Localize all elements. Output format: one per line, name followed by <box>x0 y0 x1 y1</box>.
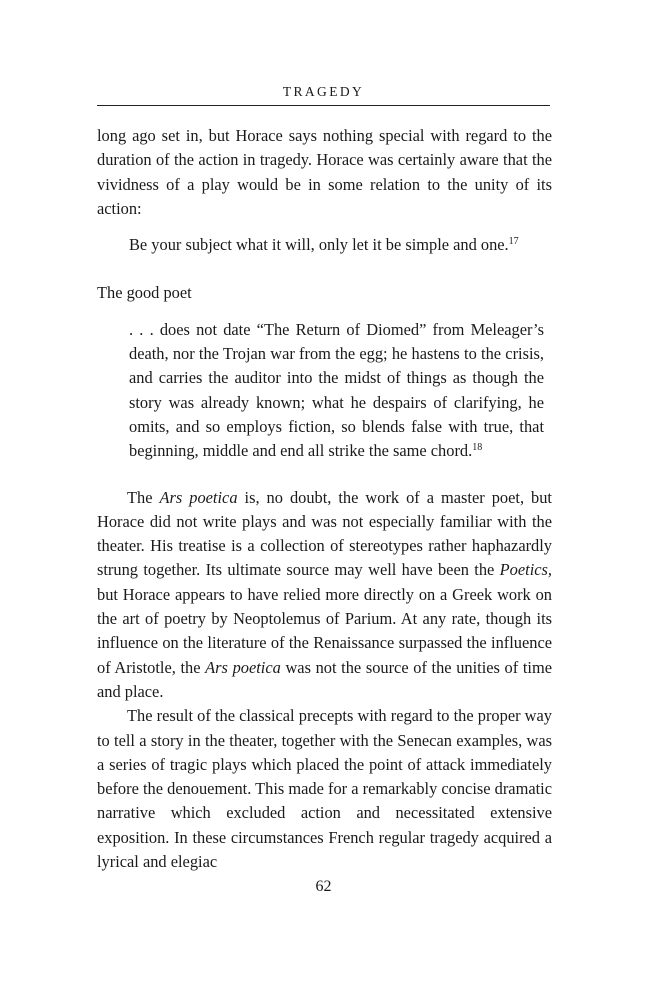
spacer <box>97 257 552 281</box>
block-quote-2 <box>97 318 552 464</box>
paragraph-3-text-d: was not the source of the unities of time and place. <box>97 657 552 701</box>
italic-title-ars-poetica-2: Ars poetica <box>205 657 281 677</box>
paragraph-2: The good poet <box>97 283 192 303</box>
footnote-ref-18: 18 <box>472 442 483 454</box>
page-number: 62 <box>315 878 332 895</box>
block-quote-1 <box>97 233 552 257</box>
italic-title-ars-poetica: Ars poetica <box>159 487 238 507</box>
spacer <box>97 306 552 318</box>
paragraph-4: The result of the classical precepts with regard to the proper way to tell a story in the theater, together with the Senecan examples, was a series of tragic plays which placed the point of attack immediately before the denouement. This made for a remarkably concise dramatic narrative which excluded action and necessitated extensive exposition. In these circumstances French regular tragedy acquired a lyrical and elegiac <box>97 706 552 872</box>
paragraph-3-text-b: is, no doubt, the work of a master poet, but Horace did not write plays and was not especially familiar with the theater. His treatise is a collection of stereotypes rather haphazardly strung together. Its ultimate source may well have been the <box>97 487 552 580</box>
paragraph-3 <box>97 486 552 705</box>
spacer <box>97 221 552 233</box>
page-body <box>97 124 552 874</box>
block-quote-2-text: . . . does not date “The Return of Diomed” from Meleager’s death, nor the Trojan war from the egg; he hastens to the crisis, and carries the auditor into the midst of things as though the story was already known; what he despairs of clarifying, he omits, and so employs fiction, so blends false with true, that beginning, middle and end all strike the same chord. <box>129 319 544 461</box>
spacer <box>97 464 552 486</box>
block-quote-1-text: Be your subject what it will, only let it be simple and one. <box>129 235 509 255</box>
running-head: TRAGEDY <box>282 84 365 99</box>
paragraph-1: long ago set in, but Horace says nothing special with regard to the duration of the action in tragedy. Horace was certainly aware that the vividness of a play would be in some relation to the unity of its action: <box>97 126 552 218</box>
header-rule <box>97 105 550 106</box>
paragraph-3-text-c: but Horace appears to have relied more directly on a Greek work on the art of poetry by Neoptolemus of Parium. At any rate, though its influence on the literature of the Renaissance surpassed the influence of Aristotle, the <box>97 584 552 677</box>
paragraph-3-text-a: The <box>127 487 160 507</box>
footnote-ref-17: 17 <box>508 236 519 248</box>
italic-title-poetics: Poetics, <box>499 560 552 580</box>
